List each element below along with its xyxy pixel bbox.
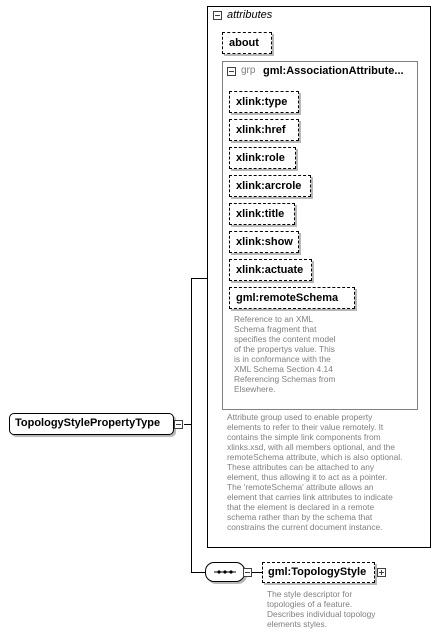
attribute-xlink-title[interactable] — [229, 203, 295, 225]
connector-sequence — [191, 572, 205, 573]
attribute-xlink-href[interactable] — [229, 119, 299, 141]
attribute-xlink-role[interactable] — [229, 147, 296, 169]
connector-trunk — [191, 278, 192, 573]
attribute-gml-remoteschema[interactable] — [229, 287, 355, 309]
element-topologystyle[interactable] — [262, 562, 375, 583]
root-type-box[interactable] — [9, 413, 174, 435]
attributes-title: attributes — [227, 9, 273, 21]
attribute-label: gml:remoteSchema — [236, 292, 339, 304]
attribute-group-doc: Attribute group used to enable property elements to refer to their value remotely. It contains the simple link components from xlinks.xsd, with all members optional, and the remoteSchema attribute, which is also optional. These attributes can be attached to any element, thus allowing it to act as a pointer. The 'remoteSchema' attribute allows an element that carries link attributes to indicate that the element is declared in a remote schema rather than by the schema that constrains the current document instance. — [227, 412, 403, 532]
root-type-label: TopologyStylePropertyType — [15, 417, 161, 429]
group-prefix: grp — [241, 65, 256, 76]
connector-attributes — [191, 278, 207, 279]
attribute-label: xlink:arcrole — [236, 180, 302, 192]
attribute-xlink-actuate[interactable] — [229, 259, 312, 281]
collapse-icon[interactable] — [243, 568, 252, 577]
attribute-label: xlink:type — [236, 96, 288, 108]
attribute-xlink-show[interactable] — [229, 231, 299, 253]
expand-icon[interactable] — [377, 568, 386, 577]
element-label: gml:TopologyStyle — [268, 566, 367, 578]
attribute-label: xlink:href — [236, 124, 286, 136]
attribute-label: xlink:show — [236, 236, 293, 248]
collapse-icon[interactable] — [174, 420, 183, 429]
sequence-icon — [205, 562, 245, 582]
attribute-xlink-arcrole[interactable] — [229, 175, 311, 197]
connector-element — [252, 572, 262, 573]
collapse-icon[interactable] — [213, 11, 222, 20]
element-doc: The style descriptor for topologies of a feature. Describes individual topology elements styles. — [267, 589, 376, 629]
attribute-about[interactable] — [222, 32, 272, 54]
group-name: gml:AssociationAttribute... — [263, 65, 404, 77]
attribute-label: xlink:actuate — [236, 264, 304, 276]
attribute-label: xlink:role — [236, 152, 285, 164]
attribute-label: about — [229, 37, 259, 49]
attribute-label: xlink:title — [236, 208, 285, 220]
sequence-compositor[interactable] — [205, 562, 245, 582]
remoteschema-doc: Reference to an XML Schema fragment that specifies the content model of the propertys value. This is in conformance with the XML Schema Section 4.14 Referencing Schemas from Elsewhere. — [234, 314, 336, 394]
attribute-xlink-type[interactable] — [229, 91, 299, 113]
collapse-icon[interactable] — [227, 67, 236, 76]
